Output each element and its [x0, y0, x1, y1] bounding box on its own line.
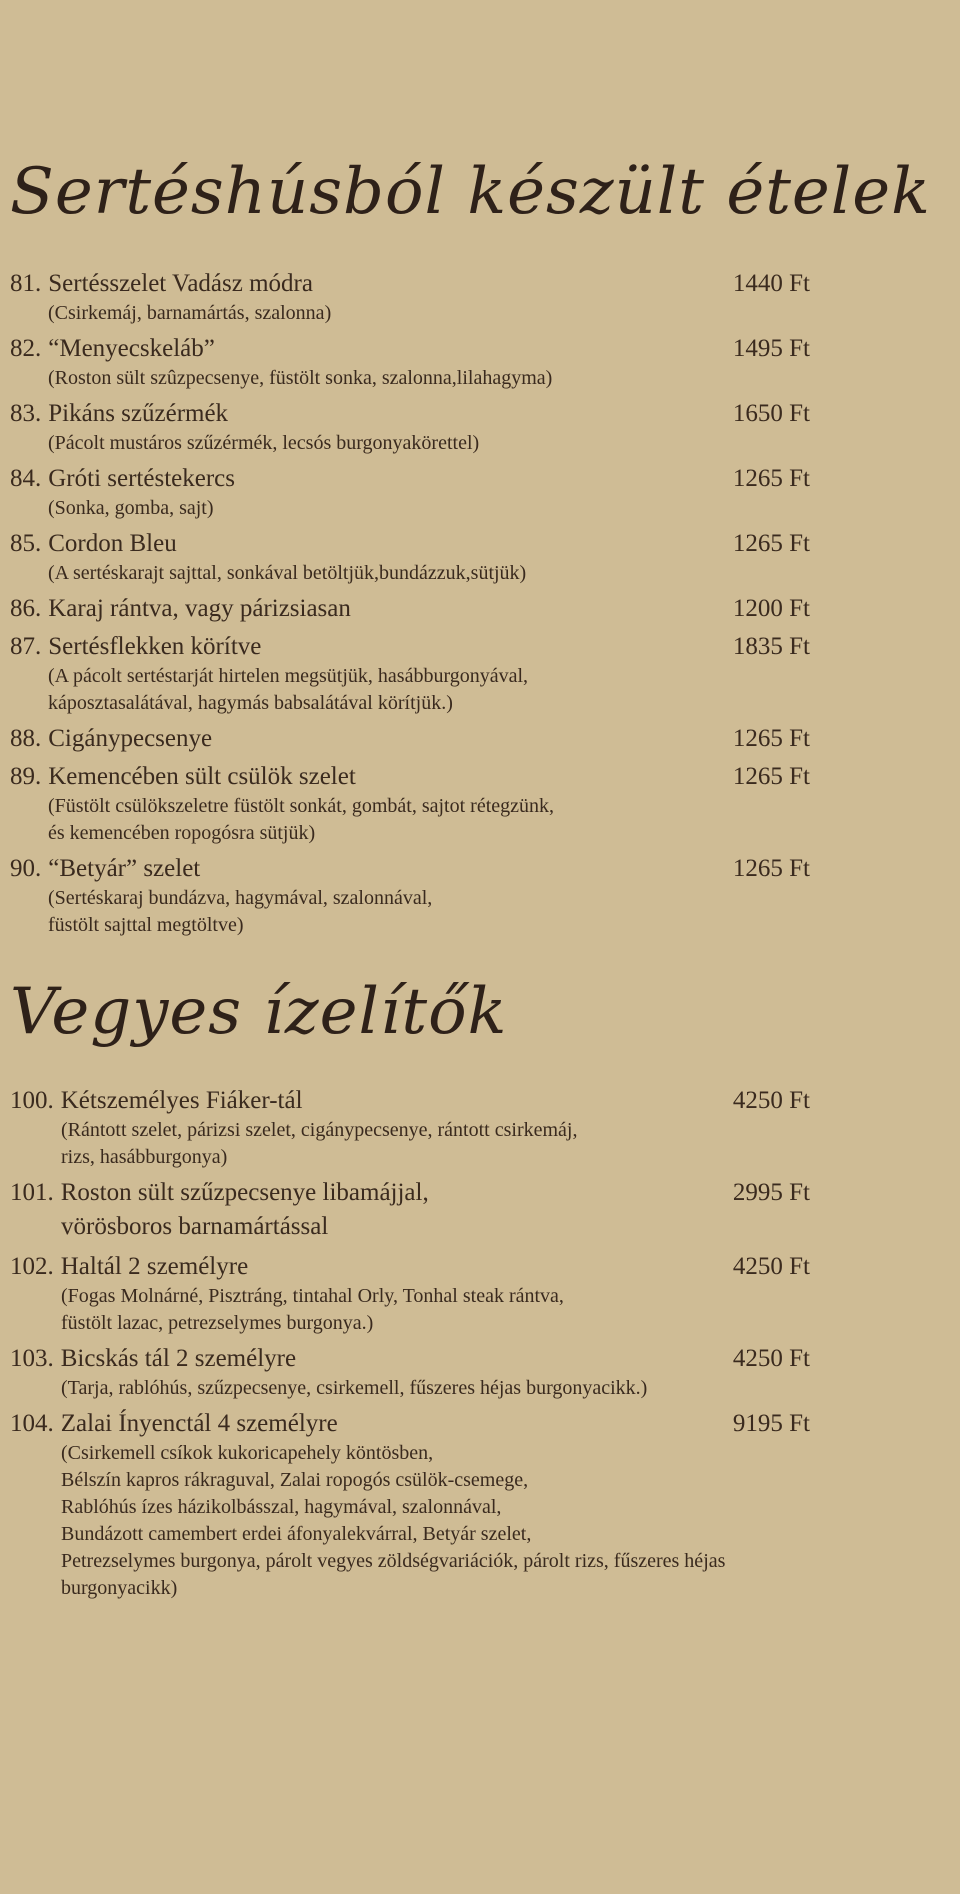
menu-item — [10, 1343, 810, 1402]
menu-item-price: 1495 Ft — [732, 335, 810, 362]
menu-item — [10, 398, 810, 457]
menu-item — [10, 528, 810, 587]
menu-item-number: 102. — [10, 1253, 54, 1280]
menu-item-description: Petrezselymes burgonya, párolt vegyes zöldségvariációk, párolt rizs, fűszeres héjas — [61, 1550, 726, 1572]
menu-item-description: füstölt sajttal megtöltve) — [48, 914, 244, 936]
menu-item-number: 89. — [10, 763, 42, 790]
menu-item-name: Sertésflekken körítve — [48, 633, 262, 660]
menu-item-description: (Roston sült szûzpecsenye, füstölt sonka, szalonna,lilahagyma) — [48, 367, 553, 389]
menu-item-price: 1265 Ft — [732, 855, 810, 882]
menu-item-line — [10, 631, 810, 663]
menu-item-number: 86. — [10, 595, 42, 622]
menu-item-line — [10, 528, 810, 560]
menu-list-pork — [10, 268, 810, 945]
menu-item-name: Cordon Bleu — [48, 530, 177, 557]
menu-item-price: 1200 Ft — [732, 595, 810, 622]
menu-item — [10, 268, 810, 327]
menu-item — [10, 853, 810, 939]
menu-item-price: 1440 Ft — [732, 270, 810, 297]
menu-item-number: 104. — [10, 1410, 54, 1437]
menu-item-description: füstölt lazac, petrezselymes burgonya.) — [61, 1312, 374, 1334]
menu-item — [10, 631, 810, 717]
menu-item-price: 1650 Ft — [732, 400, 810, 427]
menu-item-price: 4250 Ft — [732, 1345, 810, 1372]
menu-item-name: Cigánypecsenye — [48, 725, 213, 752]
menu-item-number: 88. — [10, 725, 42, 752]
menu-item — [10, 1408, 810, 1602]
menu-item-number: 84. — [10, 465, 42, 492]
menu-item-description: (Csirkemell csíkok kukoricapehely köntösben, — [61, 1442, 434, 1464]
menu-item-number: 82. — [10, 335, 42, 362]
menu-item-name: Bicskás tál 2 személyre — [60, 1345, 297, 1372]
section-title-platters: Vegyes ízelítők — [10, 975, 508, 1049]
menu-item-name: Haltál 2 személyre — [60, 1253, 249, 1280]
menu-item-number: 83. — [10, 400, 42, 427]
menu-item-name: Zalai Ínyenctál 4 személyre — [60, 1410, 338, 1437]
menu-item-price: 1835 Ft — [732, 633, 810, 660]
menu-item — [10, 1251, 810, 1337]
menu-item-price: 1265 Ft — [732, 763, 810, 790]
menu-item-name: “Betyár” szelet — [48, 855, 201, 882]
menu-item-name-continued: vörösboros barnamártással — [61, 1213, 329, 1240]
menu-item-description: Rablóhús ízes házikolbásszal, hagymával, szalonnával, — [61, 1496, 502, 1518]
menu-item-description: káposztasalátával, hagymás babsalátával körítjük.) — [48, 692, 453, 714]
menu-item — [10, 761, 810, 847]
menu-item — [10, 593, 810, 625]
menu-item-number: 81. — [10, 270, 42, 297]
menu-item-name: Kétszemélyes Fiáker-tál — [60, 1087, 303, 1114]
menu-item-line — [10, 1251, 810, 1283]
menu-item-price: 4250 Ft — [732, 1087, 810, 1114]
menu-item-description: (A sertéskarajt sajttal, sonkával betöltjük,bundázzuk,sütjük) — [48, 562, 527, 584]
menu-item-description: (Fogas Molnárné, Pisztráng, tintahal Orly, Tonhal steak rántva, — [61, 1285, 564, 1307]
menu-item-number: 100. — [10, 1087, 54, 1114]
menu-item-price: 9195 Ft — [732, 1410, 810, 1437]
menu-item-name: “Menyecskeláb” — [48, 335, 215, 362]
menu-list-platters — [10, 1085, 810, 1608]
menu-item-name: Karaj rántva, vagy párizsiasan — [48, 595, 351, 622]
menu-item-price: 1265 Ft — [732, 725, 810, 752]
menu-item-description: Bélszín kapros rákraguval, Zalai ropogós csülök-csemege, — [61, 1469, 529, 1491]
menu-item-description: burgonyacikk) — [61, 1577, 178, 1599]
menu-item-description: Bundázott camembert erdei áfonyalekvárral, Betyár szelet, — [61, 1523, 532, 1545]
menu-item-line — [10, 761, 810, 793]
menu-item-description: (Rántott szelet, párizsi szelet, cigánypecsenye, rántott csirkemáj, — [61, 1119, 578, 1141]
menu-item-price: 1265 Ft — [732, 465, 810, 492]
menu-item-description: és kemencében ropogósra sütjük) — [48, 822, 316, 844]
menu-item-line — [10, 1408, 810, 1440]
menu-item-line — [10, 1085, 810, 1117]
menu-item-name: Kemencében sült csülök szelet — [48, 763, 356, 790]
menu-item — [10, 463, 810, 522]
menu-item-description: (Pácolt mustáros szűzérmék, lecsós burgonyakörettel) — [48, 432, 480, 454]
section-title-pork: Sertéshúsból készült ételek — [10, 155, 931, 229]
menu-item-number: 103. — [10, 1345, 54, 1372]
menu-item-description: (Sertéskaraj bundázva, hagymával, szalonnával, — [48, 887, 433, 909]
menu-item-price: 1265 Ft — [732, 530, 810, 557]
menu-item-number: 87. — [10, 633, 42, 660]
menu-item-description: rizs, hasábburgonya) — [61, 1146, 228, 1168]
menu-item-name: Roston sült szűzpecsenye libamájjal, — [60, 1179, 429, 1206]
menu-item-number: 90. — [10, 855, 42, 882]
menu-item-line — [10, 268, 810, 300]
menu-item-description: (Sonka, gomba, sajt) — [48, 497, 214, 519]
menu-item — [10, 1085, 810, 1171]
menu-item-line — [10, 593, 810, 625]
menu-item-price: 2995 Ft — [732, 1179, 810, 1206]
menu-item-line — [10, 723, 810, 755]
menu-item-description: (Füstölt csülökszeletre füstölt sonkát, gombát, sajtot rétegzünk, — [48, 795, 555, 817]
menu-item-line — [10, 1343, 810, 1375]
menu-item — [10, 1177, 810, 1245]
menu-item-description: (Tarja, rablóhús, szűzpecsenye, csirkemell, fűszeres héjas burgonyacikk.) — [61, 1377, 648, 1399]
menu-item-line — [10, 333, 810, 365]
menu-item-line — [10, 463, 810, 495]
menu-item-name: Pikáns szűzérmék — [48, 400, 229, 427]
menu-item-description: (A pácolt sertéstarját hirtelen megsütjük, hasábburgonyával, — [48, 665, 529, 687]
menu-item-line — [10, 853, 810, 885]
menu-item-name: Sertésszelet Vadász módra — [48, 270, 313, 297]
menu-item — [10, 333, 810, 392]
menu-item — [10, 723, 810, 755]
menu-item-line — [10, 1177, 810, 1209]
menu-item-number: 85. — [10, 530, 42, 557]
menu-item-price: 4250 Ft — [732, 1253, 810, 1280]
menu-item-description: (Csirkemáj, barnamártás, szalonna) — [48, 302, 332, 324]
menu-item-name: Gróti sertéstekercs — [48, 465, 235, 492]
menu-item-number: 101. — [10, 1179, 54, 1206]
menu-item-line — [10, 398, 810, 430]
